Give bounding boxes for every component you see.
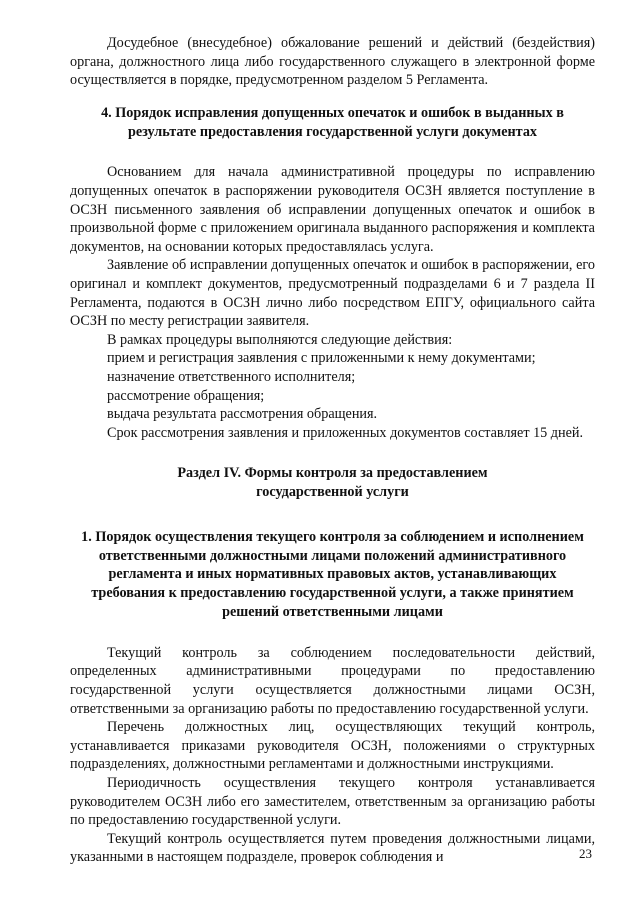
list-item-assign: назначение ответственного исполнителя; xyxy=(107,368,356,385)
document-page xyxy=(70,34,595,867)
paragraph-grounds: Основанием для начала административной процедуры по исправлению допущенных опечаток в распоряжении руководителя ОСЗН является поступление в ОСЗН письменного заявления об исправлении допущенных опечаток и ошибок в произвольной форме с приложением оригинала выданного распоряжения и комплекта документов, на основании которых предоставлялась услуга. xyxy=(70,164,595,255)
paragraph-inspections: Текущий контроль осуществляется путем проведения должностными лицами, указанными в настоящем подразделе, проверок соблюдения и xyxy=(70,830,595,866)
paragraph-actions-intro: В рамках процедуры выполняются следующие действия: xyxy=(107,331,453,348)
paragraph-officials-list: Перечень должностных лиц, осуществляющих текущий контроль, устанавливается приказами руководителя ОСЗН, положениями о структурных подразделениях, должностными регламентами и должностными инструкциями. xyxy=(70,719,595,773)
heading-subsection-1: 1. Порядок осуществления текущего контроля за соблюдением и исполнением ответственными должностными лицами положений административного регламента и иных нормативных правовых актов, устанавливающих требования к предоставлению государственной услуги, а также принятием решений ответственными лицами xyxy=(81,528,584,621)
paragraph-periodicity: Периодичность осуществления текущего контроля устанавливается руководителем ОСЗН либо его заместителем, ответственным за организацию работы по предоставлению государственной услуги. xyxy=(70,775,595,829)
section-iv-title-line1: Раздел IV. Формы контроля за предоставлением xyxy=(177,465,488,482)
page-number: 23 xyxy=(579,846,592,861)
list-item-review: рассмотрение обращения; xyxy=(107,387,265,404)
list-item-reception: прием и регистрация заявления с приложенными к нему документами; xyxy=(107,350,536,367)
list-item-issue: выдача результата рассмотрения обращения. xyxy=(107,406,378,423)
paragraph-term: Срок рассмотрения заявления и приложенных документов составляет 15 дней. xyxy=(107,424,584,441)
paragraph-appeal: Досудебное (внесудебное) обжалование решений и действий (бездействия) органа, должностного лица либо государственного служащего в электронной форме осуществляется в порядке, предусмотренном разделом 5 Регламента. xyxy=(70,35,595,89)
section-iv-title-line2: государственной услуги xyxy=(256,484,409,501)
paragraph-current-control: Текущий контроль за соблюдением последовательности действий, определенных административными процедурами по предоставлению государственной услуги осуществляется должностными лицами ОСЗН, ответственными за организацию работы по предоставлению государственной услуги. xyxy=(70,644,595,717)
paragraph-application: Заявление об исправлении допущенных опечаток и ошибок в распоряжении, его оригинал и комплект документов, предусмотренный подразделами 6 и 7 раздела II Регламента, подаются в ОСЗН лично либо посредством ЕПГУ, официального сайта ОСЗН по месту регистрации заявителя. xyxy=(70,257,595,330)
heading-section-4: 4. Порядок исправления допущенных опечаток и ошибок в выданных в результате предоставления государственной услуги документах xyxy=(101,104,564,140)
